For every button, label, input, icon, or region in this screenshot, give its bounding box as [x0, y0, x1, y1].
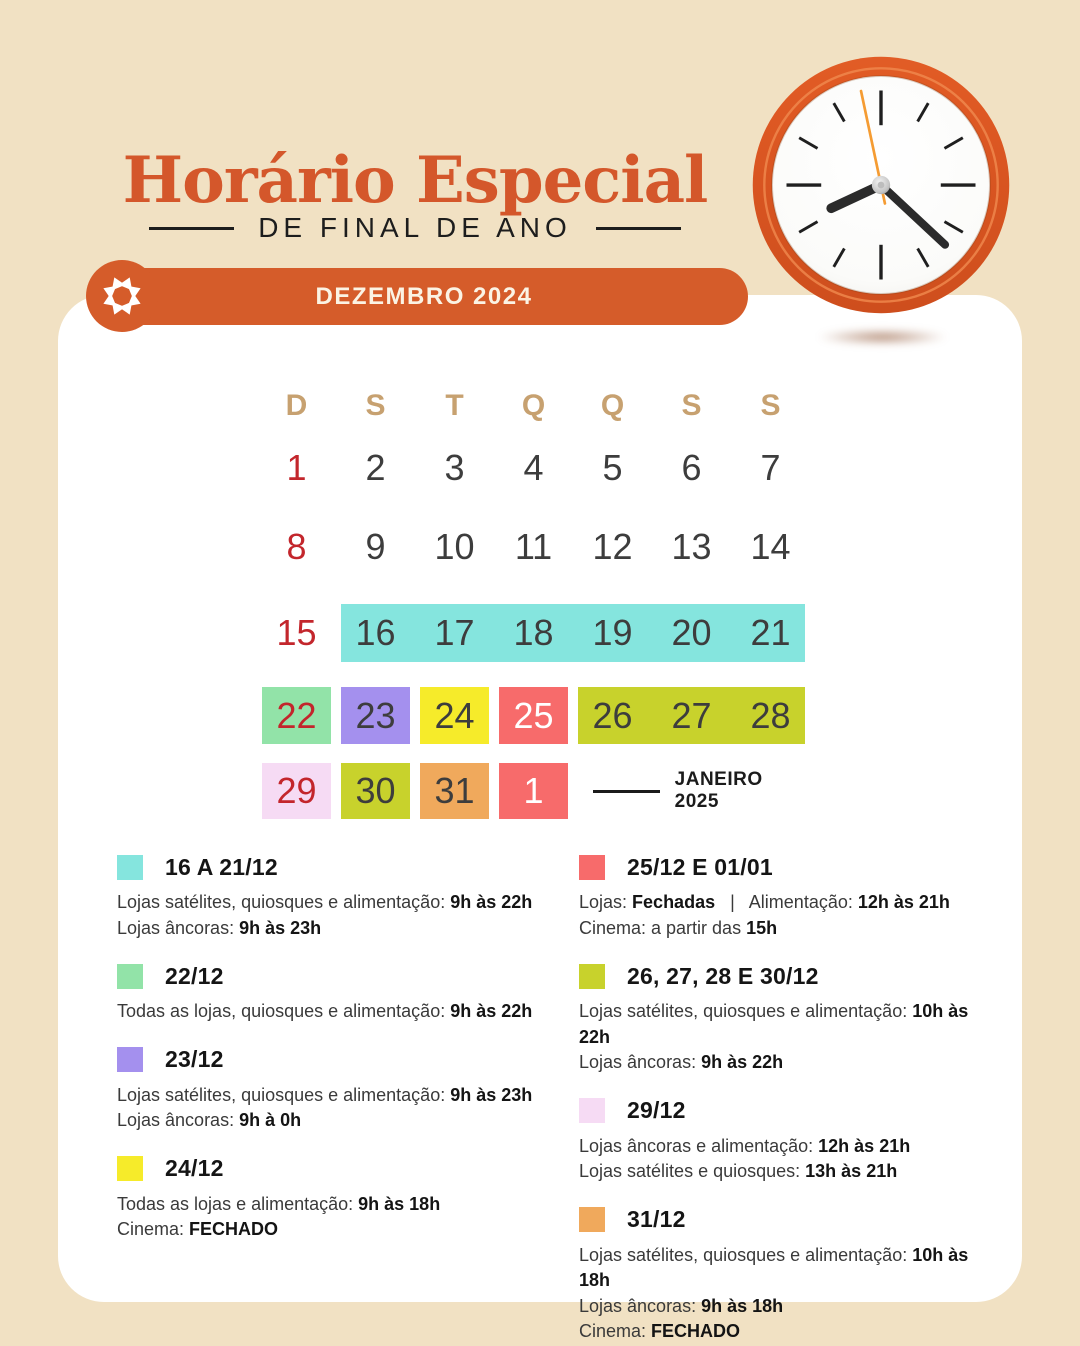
legend-title-green: 22/12: [165, 962, 224, 989]
legend-line: Lojas satélites, quiosques e alimentação: 9h às 22h: [117, 892, 533, 912]
clock-illustration: [746, 50, 1016, 320]
legend-line: Cinema: FECHADO: [579, 1321, 741, 1341]
calendar-day-23: 23: [355, 694, 396, 736]
calendar-day-30: 30: [355, 770, 396, 811]
calendar-day-31: 31: [434, 770, 475, 811]
calendar-day-7: 7: [760, 447, 781, 488]
legend-title-coral: 25/12 E 01/01: [627, 853, 773, 880]
legend-swatch-green: [117, 964, 143, 989]
legend-item-cyan: [117, 852, 562, 941]
calendar-day-18: 18: [513, 612, 554, 653]
calendar-day-14: 14: [750, 526, 791, 567]
right-dash: [596, 227, 681, 230]
legend-line: Lojas âncoras: 9h à 0h: [117, 1110, 302, 1130]
legend-line: Lojas satélites, quiosques e alimentação: 10h às 18h: [579, 1244, 974, 1290]
legend-item-coral: [579, 852, 999, 941]
legend-swatch-purple: [117, 1047, 143, 1072]
january-2025-row: [573, 755, 810, 827]
calendar-day-8: 8: [286, 526, 307, 567]
legend-swatch-olive: [579, 964, 605, 989]
legend-line: Lojas âncoras: 9h às 18h: [579, 1295, 784, 1316]
calendar-day-4: 4: [523, 447, 544, 488]
calendar-day-1-jan: 1: [523, 770, 544, 811]
day-header-3: T: [445, 389, 464, 422]
legend-swatch-orange: [579, 1207, 605, 1232]
legend-head-olive: [579, 961, 999, 991]
legend-item-green: [117, 961, 562, 1025]
calendar-day-16: 16: [355, 612, 396, 653]
clock-face: [746, 50, 1016, 320]
legend-head-cyan: [117, 852, 562, 882]
legend-item-orange: [579, 1205, 999, 1345]
day-header-1: D: [285, 389, 308, 422]
legend-line: Cinema: a partir das 15h: [579, 917, 778, 938]
legend-swatch-cyan: [117, 855, 143, 880]
legend-item-purple: [117, 1045, 562, 1134]
legend-title-pink: 29/12: [627, 1097, 686, 1123]
page-subtitle: DE FINAL DE ANO: [258, 212, 572, 243]
legend-item-yellow: [117, 1154, 562, 1243]
month-banner: [100, 268, 748, 325]
legend-swatch-yellow: [117, 1156, 143, 1181]
calendar-day-22: 22: [276, 694, 317, 736]
january-label: JANEIRO 2025: [674, 769, 763, 812]
clock-shadow: [795, 326, 970, 348]
legend-line: Lojas: Fechadas | Alimentação: 12h às 21h: [579, 892, 950, 912]
legend-line: Todas as lojas, quiosques e alimentação: 9h às 22h: [117, 1001, 533, 1021]
day-header-5: Q: [600, 389, 625, 422]
legend-title-cyan: 16 A 21/12: [165, 853, 278, 880]
starburst-icon: [99, 273, 145, 319]
legend-line: Lojas satélites, quiosques e alimentação: 9h às 23h: [117, 1084, 533, 1105]
calendar-day-26: 26: [592, 694, 633, 736]
legend-line: Lojas satélites e quiosques: 13h às 21h: [579, 1161, 898, 1181]
left-dash: [149, 227, 234, 230]
legend-head-orange: [579, 1205, 999, 1235]
legend-head-green: [117, 961, 562, 991]
calendar-day-27: 27: [671, 694, 712, 736]
calendar-day-13: 13: [671, 526, 712, 567]
legend-title-orange: 31/12: [627, 1206, 686, 1232]
calendar-day-28: 28: [750, 694, 791, 736]
legend-line: Lojas âncoras: 9h às 22h: [579, 1052, 784, 1072]
day-header-7: S: [760, 389, 781, 422]
calendar-day-1: 1: [286, 447, 307, 488]
day-header-4: Q: [521, 389, 546, 422]
legend-swatch-pink: [579, 1098, 605, 1123]
legend-line: Todas as lojas e alimentação: 9h às 18h: [117, 1193, 441, 1214]
legend-column-left: [117, 852, 562, 1263]
legend-item-pink: [579, 1096, 999, 1185]
page-title: Horário Especial: [122, 142, 708, 218]
calendar-day-6: 6: [681, 447, 702, 488]
legend-line: Cinema: FECHADO: [117, 1219, 279, 1239]
calendar-day-3: 3: [444, 447, 465, 488]
month-banner-label: DEZEMBRO 2024: [315, 282, 533, 310]
calendar-day-25: 25: [513, 694, 554, 736]
legend-line: Lojas âncoras: 9h às 23h: [117, 917, 322, 938]
schedule-card: [58, 295, 1022, 1341]
legend-head-coral: [579, 852, 999, 882]
calendar-day-12: 12: [592, 526, 633, 567]
calendar-december-2024: [257, 380, 810, 827]
calendar-day-29: 29: [276, 770, 317, 811]
calendar-day-17: 17: [434, 612, 475, 653]
hours-legend: [117, 852, 999, 1346]
calendar-day-24: 24: [434, 694, 475, 736]
calendar-day-5: 5: [602, 447, 623, 488]
day-header-2: S: [365, 389, 386, 422]
calendar-day-21: 21: [750, 612, 791, 653]
calendar-day-11: 11: [514, 526, 553, 567]
day-header-6: S: [681, 389, 702, 422]
legend-head-yellow: [117, 1154, 562, 1184]
calendar-day-19: 19: [592, 612, 633, 653]
calendar-day-10: 10: [434, 526, 475, 567]
legend-title-yellow: 24/12: [165, 1155, 224, 1181]
subtitle-row: [60, 208, 770, 248]
legend-line: Lojas satélites, quiosques e alimentação: 10h às 22h: [579, 1001, 974, 1047]
legend-title-olive: 26, 27, 28 E 30/12: [627, 962, 819, 989]
legend-head-purple: [117, 1045, 562, 1075]
starburst-badge: [86, 260, 158, 332]
legend-column-right: [579, 852, 999, 1346]
calendar-day-9: 9: [365, 526, 386, 567]
legend-swatch-coral: [579, 855, 605, 880]
legend-line: Lojas âncoras e alimentação: 12h às 21h: [579, 1135, 911, 1156]
legend-item-olive: [579, 961, 999, 1076]
calendar-day-15: 15: [276, 612, 317, 653]
calendar-day-20: 20: [671, 612, 712, 653]
calendar-day-2: 2: [365, 447, 386, 488]
legend-title-purple: 23/12: [165, 1046, 224, 1072]
january-dash: [593, 790, 660, 793]
legend-head-pink: [579, 1096, 999, 1126]
